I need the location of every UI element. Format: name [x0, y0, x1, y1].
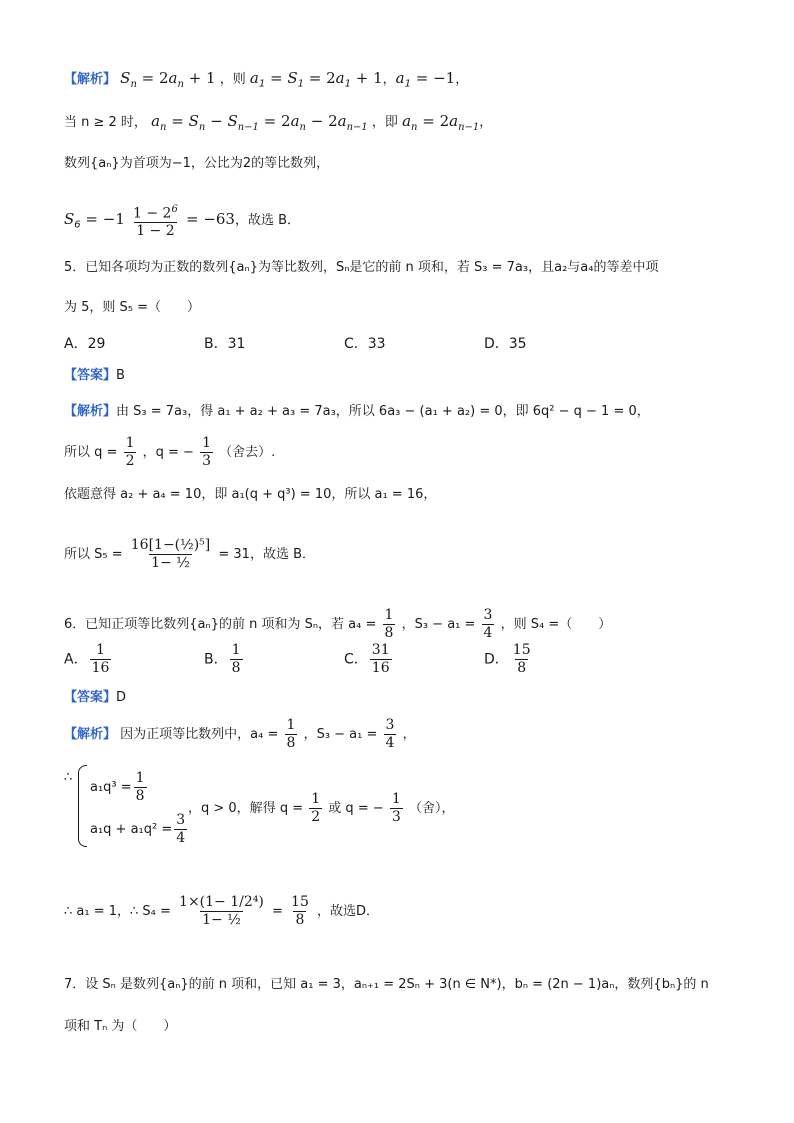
answer-label: 【答案】	[64, 690, 117, 705]
q6-therefore-1: ∴	[64, 770, 73, 785]
q5-answer-line	[64, 366, 125, 386]
q4-analysis-line1: 【解析】 $S_n = 2a_n + 1$ ，则 $a_1 = S_1 = 2a_1 + 1$，$a_1 = -1$，	[64, 69, 469, 90]
q5-option-b[interactable]: B．31	[204, 336, 246, 352]
q6-a1-mid: ，S₃ − a₁ =	[303, 727, 378, 742]
q6-a3-pre: ∴ a₁ = 1，∴ S₄ =	[64, 904, 171, 919]
q6-system-solution: ，q > 0，解得 q = $\frac{1}{2}$ 或 q = − $\frac{1}{3}$ （舍），	[188, 791, 455, 825]
q6-option-a[interactable]: A． $\frac{1}{16}$	[64, 642, 110, 676]
q5-s5-fraction: $\frac{\text{16[1−(½)⁵]}}{\text{1− ½}}$	[130, 537, 211, 571]
q6-answer-line	[64, 688, 126, 708]
q5-so-q: 所以 q =	[64, 445, 118, 460]
q4-when-text: 当 n ≥ 2 时，	[64, 115, 147, 130]
q7-stem-line1: 7．设 Sₙ 是数列{aₙ}的前 n 项和，已知 a₁ = 3，aₙ₊₁ = 2Sₙ + 3(n ∈ N*)，bₙ = (2n − 1)aₙ，数列{bₙ}的 n	[64, 977, 709, 992]
q6-s4-fraction: $\frac{\text{1×(1− 1/2⁴)}}{\text{1− ½}}$	[179, 894, 264, 928]
q5-so-s5: 所以 S₅ =	[64, 547, 123, 562]
q6-stem-mid: ，S₃ − a₁ =	[401, 617, 476, 632]
q6-system-brace	[78, 765, 87, 847]
q5-option-d[interactable]: D．35	[484, 336, 527, 352]
q4-choose-b: ，故选 B．	[234, 213, 301, 228]
q5-analysis-line3: 依题意得 a₂ + a₄ = 10，即 a₁(q + q³) = 10，所以 a₁ = 16，	[64, 487, 437, 502]
q4-ie-text: ，即	[371, 115, 398, 130]
q5-option-a[interactable]: A．29	[64, 336, 106, 352]
q5-stem-line2: 为 5，则 S₅ =（ ）	[64, 300, 201, 315]
q6-answer: D	[116, 690, 127, 705]
q6-option-c[interactable]: C． $\frac{31}{16}$	[344, 642, 390, 676]
analysis-label: 【解析】	[64, 727, 117, 742]
q6-analysis-line3: ∴ a₁ = 1，∴ S₄ = $\frac{\text{1×(1− 1/2⁴)}}{\text{1− ½}}$ = $\frac{15}{8}$ ，故选D．	[64, 894, 380, 928]
q5-stem-line1: 5．已知各项均为正数的数列{aₙ}为等比数列，Sₙ是它的前 n 项和，若 S₃ = 7a₃，且a₂与a₄的等差中项	[64, 260, 659, 275]
q6-choose-d: ，故选D．	[317, 904, 380, 919]
q7-stem-line2: 项和 Tₙ 为（ ）	[64, 1019, 177, 1034]
q5-option-c[interactable]: C．33	[344, 336, 386, 352]
q6-system-eq2: a₁q + a₁q² = $\frac{3}{4}$	[90, 812, 186, 846]
analysis-label: 【解析】	[64, 72, 117, 87]
q5-analysis-line2: 所以 q = $\frac{1}{2}$ ，q = − $\frac{1}{3}$ （舍去）.	[64, 435, 276, 469]
q5-analysis-text1: 由 S₃ = 7a₃，得 a₁ + a₂ + a₃ = 7a₃，所以 6a₃ − (a₁ + a₂) = 0，即 6q² − q − 1 = 0，	[116, 404, 650, 419]
q5-q-neg: ，q = −	[142, 445, 194, 460]
q6-a1-post: ，	[402, 727, 416, 742]
q5-analysis-line4	[64, 524, 315, 586]
analysis-label: 【解析】	[64, 404, 117, 419]
q6-option-d[interactable]: D． $\frac{15}{8}$	[484, 642, 531, 676]
q6-a1-pre: 因为正项等比数列中，a₄ =	[120, 727, 279, 742]
q4-analysis-line3: 数列{aₙ}为首项为−1，公比为2的等比数列，	[64, 156, 330, 171]
q4-text-then: ，则	[219, 72, 246, 87]
q4-analysis-line2: 当 n ≥ 2 时， $a_n = S_n - S_{n-1} = 2a_n - 2a_{n-1}$ ，即 $a_n = 2a_{n-1}$，	[64, 112, 493, 133]
q6-system-eq1: a₁q³ = $\frac{1}{8}$	[90, 770, 145, 804]
q5-analysis-line1	[64, 402, 650, 422]
q6-option-b[interactable]: B． $\frac{1}{8}$	[204, 642, 241, 676]
q4-fraction: $\frac{1 - 2^6}{1 - 2}$	[133, 203, 178, 240]
q6-stem: 6．已知正项等比数列{aₙ}的前 n 项和为 Sₙ，若 a₄ = $\frac{1}{8}$ ，S₃ − a₁ = $\frac{3}{4}$ ，则 S₄ =（ ）	[64, 607, 612, 641]
answer-label: 【答案】	[64, 368, 117, 383]
q5-discard: （舍去）.	[219, 445, 276, 460]
q6-stem-post: ，则 S₄ =（ ）	[500, 617, 612, 632]
q6-stem-pre: 6．已知正项等比数列{aₙ}的前 n 项和为 Sₙ，若 a₄ =	[64, 617, 377, 632]
q5-choose-b: = 31，故选 B．	[218, 547, 316, 562]
q4-analysis-line4: $S_6 = -1$ $\frac{1 - 2^6}{1 - 2}$ = −63，故选 B．	[64, 200, 300, 245]
q6-analysis-line1: 【解析】 因为正项等比数列中，a₄ = $\frac{1}{8}$ ，S₃ − a₁ = $\frac{3}{4}$ ，	[64, 717, 416, 751]
q5-answer: B	[116, 368, 125, 383]
